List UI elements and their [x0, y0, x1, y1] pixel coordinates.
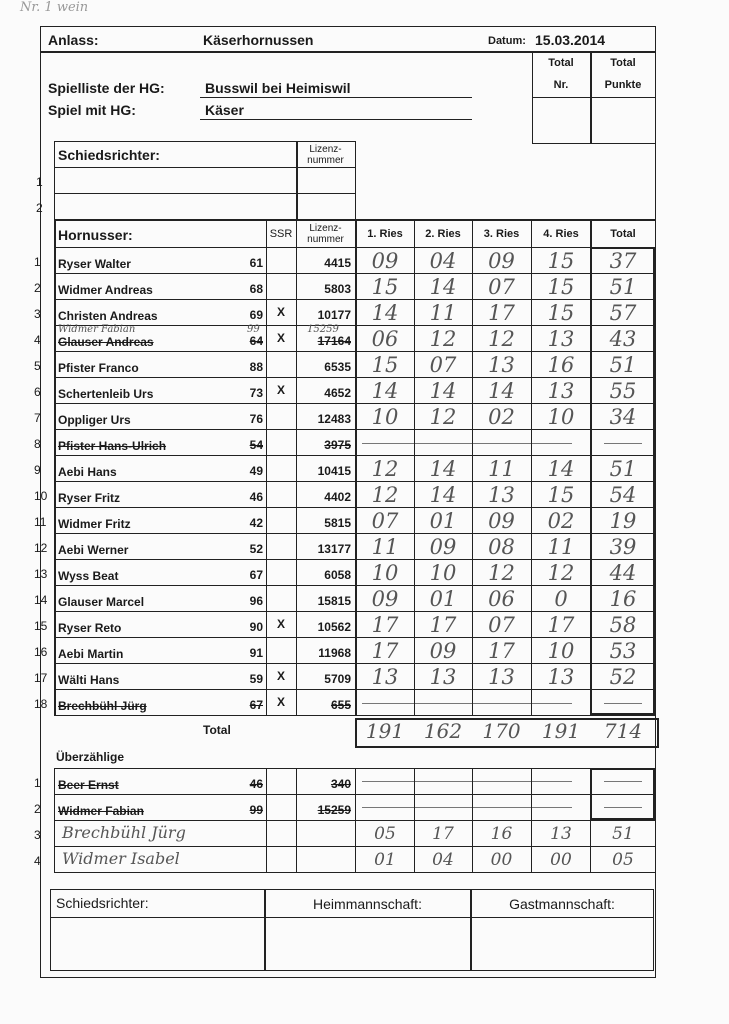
player-year: 59: [249, 672, 263, 686]
row-number: 9: [34, 463, 41, 477]
row-number: 17: [34, 671, 48, 685]
extra-name: Widmer Isabel: [62, 849, 180, 868]
score-r4: 12: [547, 560, 575, 585]
ries1-header: 1. Ries: [367, 228, 403, 240]
player-name: Schertenleib Urs: [58, 387, 154, 401]
row-number: 12: [34, 541, 48, 555]
player-ssr: [266, 277, 296, 295]
player-name: Aebi Werner: [58, 543, 129, 557]
datum-value: 15.03.2014: [535, 32, 606, 48]
player-name: Glauser Andreas: [58, 335, 154, 349]
score-r2: 01: [429, 586, 457, 611]
extra-name: Widmer Fabian: [58, 804, 144, 818]
score-r1: 14: [371, 300, 399, 325]
score-r1: 17: [371, 612, 399, 637]
player-name: Ryser Walter: [58, 257, 131, 271]
row-number: 15: [34, 619, 48, 633]
score-total: 34: [609, 404, 637, 429]
total-header: Total: [610, 228, 636, 240]
row-number: 4: [34, 333, 41, 347]
score-r3: [472, 430, 531, 455]
sr-row-1: 1: [36, 175, 43, 189]
player-lizenz: 4415: [324, 256, 351, 270]
score-r1: 11: [371, 534, 399, 559]
score-total: 39: [609, 534, 637, 559]
footer-heim: Heimmannschaft:: [313, 895, 422, 912]
score-r2: 10: [429, 560, 457, 585]
totals-r1: 191: [365, 719, 405, 743]
score-r2: 17: [429, 612, 457, 637]
player-lizenz: 17164: [317, 334, 351, 348]
extra-number: 2: [34, 802, 41, 816]
extra-number: 1: [34, 776, 41, 790]
score-total: 43: [609, 326, 637, 351]
player-name: Aebi Martin: [58, 647, 124, 661]
score-r2: 11: [429, 300, 457, 325]
totals-r2: 162: [423, 719, 463, 743]
score-r1: 10: [371, 560, 399, 585]
score-r2: 14: [429, 456, 457, 481]
score-total: 51: [609, 352, 637, 377]
extra-year: 46: [249, 777, 263, 791]
player-year: 61: [249, 256, 263, 270]
player-lizenz: 4402: [324, 490, 351, 504]
totals-r4: 191: [541, 719, 581, 743]
score-r3: 07: [488, 274, 515, 299]
player-name: Aebi Hans: [58, 465, 117, 479]
player-name: Wälti Hans: [58, 673, 120, 687]
player-name: Wyss Beat: [58, 569, 119, 583]
score-r2: [414, 430, 472, 455]
ssr-header: SSR: [269, 228, 293, 240]
lizenz-header: Lizenz-nummer: [307, 223, 344, 245]
total-nr-label-1: Total: [548, 57, 574, 69]
total-column-box: [590, 247, 655, 715]
score-r4: 17: [547, 612, 575, 637]
row-number: 8: [34, 437, 41, 451]
score-r4: 10: [547, 638, 575, 663]
score-total: 53: [609, 638, 637, 663]
score-r2: 12: [429, 326, 457, 351]
totals-label: Total: [203, 723, 231, 737]
row-number: 18: [34, 697, 48, 711]
score-r3: 14: [488, 378, 515, 403]
player-lizenz: 5803: [324, 282, 351, 296]
row-number: 13: [34, 567, 48, 581]
score-total: 44: [609, 560, 637, 585]
score-total: 54: [609, 482, 637, 507]
row-number: 14: [34, 593, 48, 607]
row-note-name: Widmer Fabian: [58, 324, 136, 335]
row-number: 10: [34, 489, 48, 503]
score-r2: [414, 690, 472, 715]
score-r4: 15: [547, 300, 575, 325]
player-year: 73: [249, 386, 263, 400]
score-r3: 07: [488, 612, 515, 637]
player-ssr: X: [276, 669, 285, 683]
player-ssr: X: [276, 617, 285, 631]
score-r3: 13: [488, 664, 515, 689]
player-lizenz: 6535: [324, 360, 351, 374]
score-r3: 17: [488, 638, 515, 663]
player-year: 49: [249, 464, 263, 478]
row-number: 5: [34, 359, 41, 373]
extra-lizenz: 340: [330, 777, 351, 791]
score-r4: 10: [547, 404, 575, 429]
score-r3: 08: [488, 534, 515, 559]
schiedsrichter-title: Schiedsrichter:: [58, 147, 160, 163]
corner-note: Nr. 1 wein: [20, 0, 89, 15]
score-total: 51: [609, 456, 637, 481]
player-lizenz: 15815: [317, 594, 351, 608]
row-number: 1: [34, 255, 41, 269]
total-punkte-label-1: Total: [610, 57, 636, 69]
score-r1: 15: [371, 352, 399, 377]
player-ssr: [266, 407, 296, 425]
score-r4: [531, 430, 591, 455]
player-year: 67: [249, 568, 263, 582]
extra-score-r4: 13: [550, 824, 572, 844]
player-lizenz: 10415: [317, 464, 351, 478]
score-r2: 13: [429, 664, 457, 689]
player-ssr: [266, 563, 296, 581]
extra-score-total: 05: [612, 850, 634, 870]
score-r1: 15: [371, 274, 399, 299]
score-r3: 13: [488, 352, 515, 377]
player-name: Christen Andreas: [58, 309, 158, 323]
player-lizenz: 11968: [318, 646, 351, 660]
extra-score-r3: 00: [490, 850, 513, 870]
score-total: 19: [609, 508, 637, 533]
player-ssr: X: [276, 383, 285, 397]
row-number: 3: [34, 307, 41, 321]
score-total: 58: [609, 612, 637, 637]
score-r4: 16: [547, 352, 575, 377]
total-nr-label-2: Nr.: [553, 79, 569, 91]
extra-score-r4: 00: [550, 850, 572, 870]
score-r1: 09: [371, 586, 399, 611]
ries3-header: 3. Ries: [483, 228, 520, 240]
score-r1: [356, 430, 414, 455]
totals-total: 714: [603, 719, 643, 743]
score-r2: 14: [429, 378, 457, 403]
totals-box: [355, 718, 659, 748]
score-r4: 0: [554, 586, 568, 611]
player-name: Pfister Hans-Ulrich: [58, 439, 167, 453]
player-name: Ryser Reto: [58, 621, 122, 635]
score-r2: 14: [429, 482, 457, 507]
footer-gast: Gastmannschaft:: [509, 895, 615, 912]
player-lizenz: 10177: [317, 308, 351, 322]
player-name: Widmer Fritz: [58, 517, 131, 531]
anlass-value: Käserhornussen: [203, 32, 314, 48]
extra-score-r3: [472, 770, 531, 794]
extra-score-r2: 04: [432, 850, 454, 870]
player-year: 42: [249, 516, 263, 530]
anlass-label: Anlass:: [48, 32, 99, 48]
score-total: 51: [609, 274, 637, 299]
score-r3: 02: [488, 404, 515, 429]
extra-score-r1: [356, 770, 414, 794]
player-ssr: X: [276, 331, 285, 345]
player-ssr: X: [276, 695, 285, 709]
player-ssr: [266, 459, 296, 477]
spielliste-label: Spielliste der HG:: [48, 80, 165, 96]
sr-row-2: 2: [36, 201, 43, 215]
score-r4: 11: [547, 534, 575, 559]
spiel-mit-label: Spiel mit HG:: [48, 102, 136, 118]
player-lizenz: 4652: [324, 386, 351, 400]
score-r4: 13: [547, 326, 575, 351]
row-number: 7: [34, 411, 41, 425]
player-lizenz: 6058: [324, 568, 351, 582]
extra-score-r4: [531, 796, 591, 820]
score-r1: 07: [371, 508, 399, 533]
score-r1: 17: [371, 638, 399, 663]
extra-score-total: 51: [612, 824, 634, 844]
player-year: 76: [249, 412, 263, 426]
score-r2: 12: [429, 404, 457, 429]
player-name: Ryser Fritz: [58, 491, 121, 505]
player-ssr: [266, 641, 296, 659]
extra-score-r1: 05: [374, 824, 396, 844]
extras-title: Überzählige: [56, 750, 125, 764]
player-ssr: [266, 251, 296, 269]
score-r2: 01: [429, 508, 457, 533]
spiel-mit-value: Käser: [205, 102, 244, 118]
score-r2: 14: [429, 274, 457, 299]
ries4-header: 4. Ries: [543, 228, 579, 240]
score-r4: [531, 690, 591, 715]
score-r1: [356, 690, 414, 715]
datum-label: Datum:: [488, 35, 526, 47]
player-year: 69: [249, 308, 263, 322]
score-r3: 09: [488, 508, 515, 533]
score-r3: 17: [488, 300, 515, 325]
player-year: 54: [249, 438, 263, 452]
player-name: Brechbühl Jürg: [58, 699, 147, 713]
player-ssr: [266, 589, 296, 607]
score-r4: 13: [547, 664, 575, 689]
score-total: 57: [609, 300, 637, 325]
player-lizenz: 12483: [317, 412, 351, 426]
score-r1: 10: [371, 404, 399, 429]
player-ssr: [266, 485, 296, 503]
extra-score-r2: 17: [432, 824, 454, 844]
score-r4: 15: [547, 482, 575, 507]
score-r3: 11: [488, 456, 515, 481]
score-total: 37: [609, 248, 637, 273]
extras-total-box: [590, 768, 655, 820]
row-number: 6: [34, 385, 41, 399]
extra-score-r4: [531, 770, 591, 794]
extra-year: 99: [249, 803, 263, 817]
score-r1: 12: [371, 456, 399, 481]
player-ssr: [266, 537, 296, 555]
score-r3: 13: [488, 482, 515, 507]
row-number: 2: [34, 281, 41, 295]
score-r3: [472, 690, 531, 715]
score-r1: 13: [371, 664, 399, 689]
spielliste-value: Busswil bei Heimiswil: [205, 80, 351, 96]
player-year: 64: [249, 334, 263, 348]
player-lizenz: 655: [330, 698, 351, 712]
player-ssr: X: [276, 305, 285, 319]
score-r1: 09: [371, 248, 399, 273]
score-r2: 04: [429, 248, 457, 273]
score-r4: 15: [547, 274, 575, 299]
extra-name: Beer Ernst: [58, 778, 119, 792]
score-r2: 09: [429, 534, 457, 559]
player-year: 96: [249, 594, 263, 608]
score-r3: 12: [488, 326, 515, 351]
player-name: Pfister Franco: [58, 361, 139, 375]
footer-schiedsrichter: Schiedsrichter:: [56, 895, 149, 911]
player-lizenz: 13177: [317, 542, 351, 556]
extra-score-r1: [356, 796, 414, 820]
row-number: 11: [34, 515, 47, 529]
player-lizenz: 5815: [324, 516, 351, 530]
player-lizenz: 10562: [317, 620, 351, 634]
score-r2: 09: [429, 638, 457, 663]
player-name: Glauser Marcel: [58, 595, 145, 609]
player-lizenz: 5709: [324, 672, 351, 686]
player-ssr: [266, 511, 296, 529]
extra-number: 4: [34, 854, 41, 868]
score-total: 52: [609, 664, 637, 689]
player-year: 91: [249, 646, 263, 660]
extra-score-r3: 16: [490, 824, 513, 844]
extra-lizenz: 15259: [317, 803, 351, 817]
extra-number: 3: [34, 828, 41, 842]
player-year: 67: [249, 698, 263, 712]
player-year: 52: [249, 542, 263, 556]
score-r3: 12: [488, 560, 515, 585]
extra-score-r1: 01: [374, 850, 396, 870]
score-r3: 09: [488, 248, 515, 273]
score-r4: 15: [547, 248, 575, 273]
score-r4: 02: [547, 508, 575, 533]
player-name: Oppliger Urs: [58, 413, 131, 427]
extra-name: Brechbühl Jürg: [62, 823, 186, 842]
extra-score-r3: [472, 796, 531, 820]
sr-lizenz-header: Lizenz-nummer: [307, 144, 344, 166]
ries2-header: 2. Ries: [425, 228, 461, 240]
score-r2: 07: [429, 352, 457, 377]
total-punkte-label-2: Punkte: [604, 79, 642, 91]
row-number: 16: [34, 645, 48, 659]
player-year: 68: [249, 282, 263, 296]
row-note-lizenz: 15259: [307, 324, 339, 335]
player-lizenz: 3975: [324, 438, 351, 452]
player-year: 90: [249, 620, 263, 634]
score-r3: 06: [488, 586, 515, 611]
score-r1: 14: [371, 378, 399, 403]
score-r1: 12: [371, 482, 399, 507]
row-note-year: 99: [247, 324, 260, 335]
extra-score-r2: [414, 796, 472, 820]
player-year: 46: [249, 490, 263, 504]
extra-score-r2: [414, 770, 472, 794]
score-r4: 14: [547, 456, 575, 481]
player-ssr: [266, 433, 296, 451]
hornusser-header: Hornusser:: [58, 227, 133, 243]
totals-r3: 170: [482, 719, 521, 743]
score-r1: 06: [371, 326, 399, 351]
player-name: Widmer Andreas: [58, 283, 153, 297]
player-ssr: [266, 355, 296, 373]
score-r4: 13: [547, 378, 575, 403]
score-total: 16: [609, 586, 637, 611]
score-total: 55: [609, 378, 637, 403]
player-year: 88: [249, 360, 263, 374]
